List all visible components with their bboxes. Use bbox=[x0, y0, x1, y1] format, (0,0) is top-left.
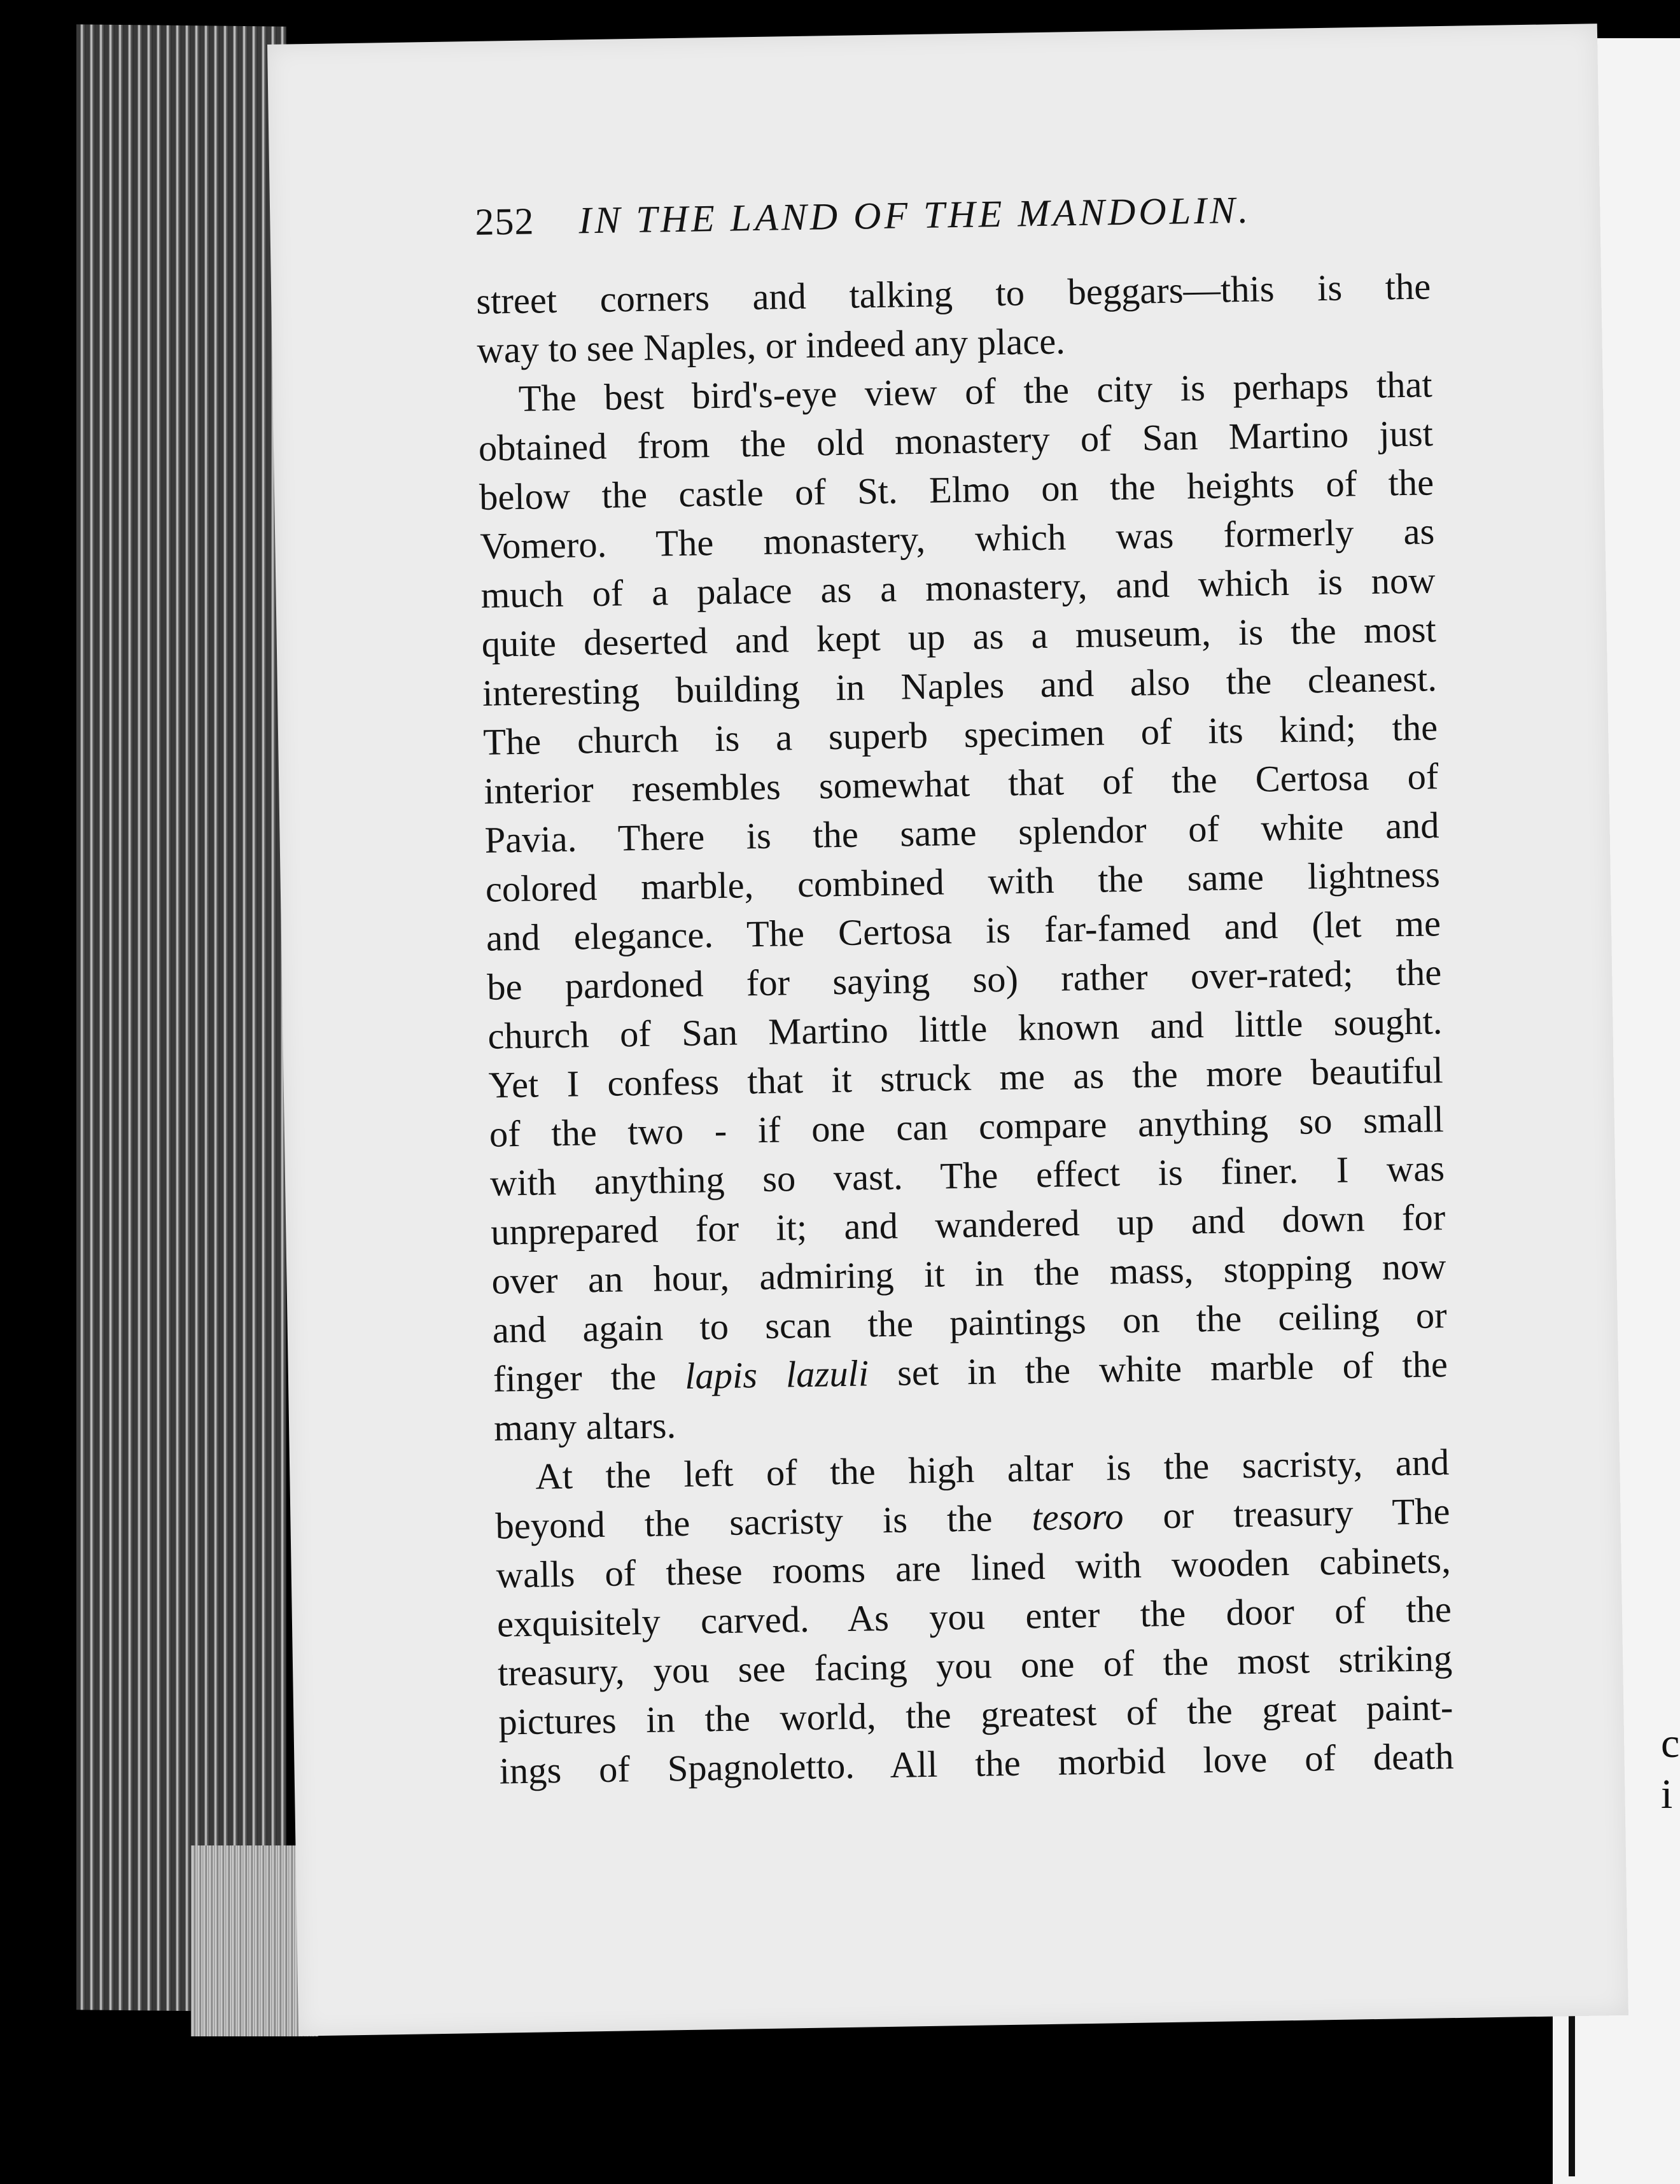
text-line: colored marble, combined with the same lightness bbox=[485, 853, 1441, 910]
text-line: pictures in the world, the greatest of the great paint- bbox=[498, 1686, 1453, 1743]
text-line: ings of Spagnoletto. All the morbid love of death bbox=[499, 1735, 1454, 1792]
book-page bbox=[267, 24, 1628, 2036]
text-line: exquisitely carved. As you enter the door of the bbox=[496, 1588, 1452, 1645]
text-line: below the castle of St. Elmo on the heights of the bbox=[479, 461, 1434, 518]
text-line: At the left of the high altar is the sacristy, and bbox=[535, 1441, 1450, 1497]
facing-page-text-fragment bbox=[1661, 1718, 1680, 1820]
text-line: Pavia. There is the same splendor of white and bbox=[484, 804, 1440, 861]
text-line: over an hour, admiring it in the mass, stopping now bbox=[491, 1245, 1446, 1302]
text-line: The best bird's-eye view of the city is perhaps that bbox=[518, 363, 1433, 419]
text-run: set in the white marble of the bbox=[868, 1343, 1448, 1394]
text-line: Yet I confess that it struck me as the more beautiful bbox=[488, 1049, 1444, 1106]
text-line: interior resembles somewhat that of the Certosa of bbox=[483, 755, 1439, 812]
text-line: interesting building in Naples and also the cleanest. bbox=[482, 657, 1438, 714]
text-line: quite deserted and kept up as a museum, is the most bbox=[481, 608, 1437, 665]
text-run: beyond the sacristy is the bbox=[495, 1497, 1032, 1547]
text-line: unprepared for it; and wandered up and down for bbox=[490, 1196, 1446, 1253]
text-line: with anything so vast. The effect is finer. I was bbox=[489, 1147, 1445, 1204]
text-line: obtained from the old monastery of San Martino just bbox=[478, 412, 1434, 469]
page-edges-stack bbox=[76, 24, 286, 2012]
running-header bbox=[475, 185, 1431, 277]
text-line: The church is a superb specimen of its kind; the bbox=[482, 706, 1438, 763]
page-number: 252 bbox=[474, 200, 535, 243]
text-line: much of a palace as a monastery, and which is now bbox=[480, 559, 1436, 616]
paragraph-2 bbox=[477, 360, 1448, 1452]
paragraph-1 bbox=[476, 262, 1432, 375]
text-line: church of San Martino little known and little sought. bbox=[487, 1000, 1443, 1057]
text-line: and elegance. The Certosa is far-famed and (let me bbox=[486, 902, 1441, 959]
text-line: treasury, you see facing you one of the most striking bbox=[497, 1637, 1453, 1694]
italic-term: tesoro bbox=[1031, 1495, 1124, 1539]
text-line: of the two - if one can compare anything so small bbox=[489, 1098, 1445, 1155]
italic-term: lapis lazuli bbox=[684, 1352, 869, 1397]
facing-page-glyph: c bbox=[1661, 1720, 1680, 1767]
text-line: many altars. bbox=[493, 1404, 676, 1449]
text-line: walls of these rooms are lined with wooden cabinets, bbox=[496, 1539, 1452, 1596]
text-line: street corners and talking to beggars—this is the bbox=[475, 265, 1431, 322]
facing-page-glyph: i bbox=[1661, 1771, 1673, 1817]
text-line: way to see Naples, or indeed any place. bbox=[477, 320, 1066, 371]
text-run: finger the bbox=[493, 1355, 685, 1400]
text-line: and again to scan the paintings on the ceiling or bbox=[492, 1294, 1448, 1351]
page-content bbox=[475, 185, 1454, 1795]
text-line: Vomero. The monastery, which was formerly as bbox=[479, 510, 1435, 567]
text-run: or treasury The bbox=[1123, 1490, 1450, 1537]
text-line: be pardoned for saying so) rather over-rated; the bbox=[486, 951, 1442, 1008]
paragraph-3 bbox=[494, 1438, 1454, 1795]
running-title: IN THE LAND OF THE MANDOLIN. bbox=[578, 188, 1252, 242]
